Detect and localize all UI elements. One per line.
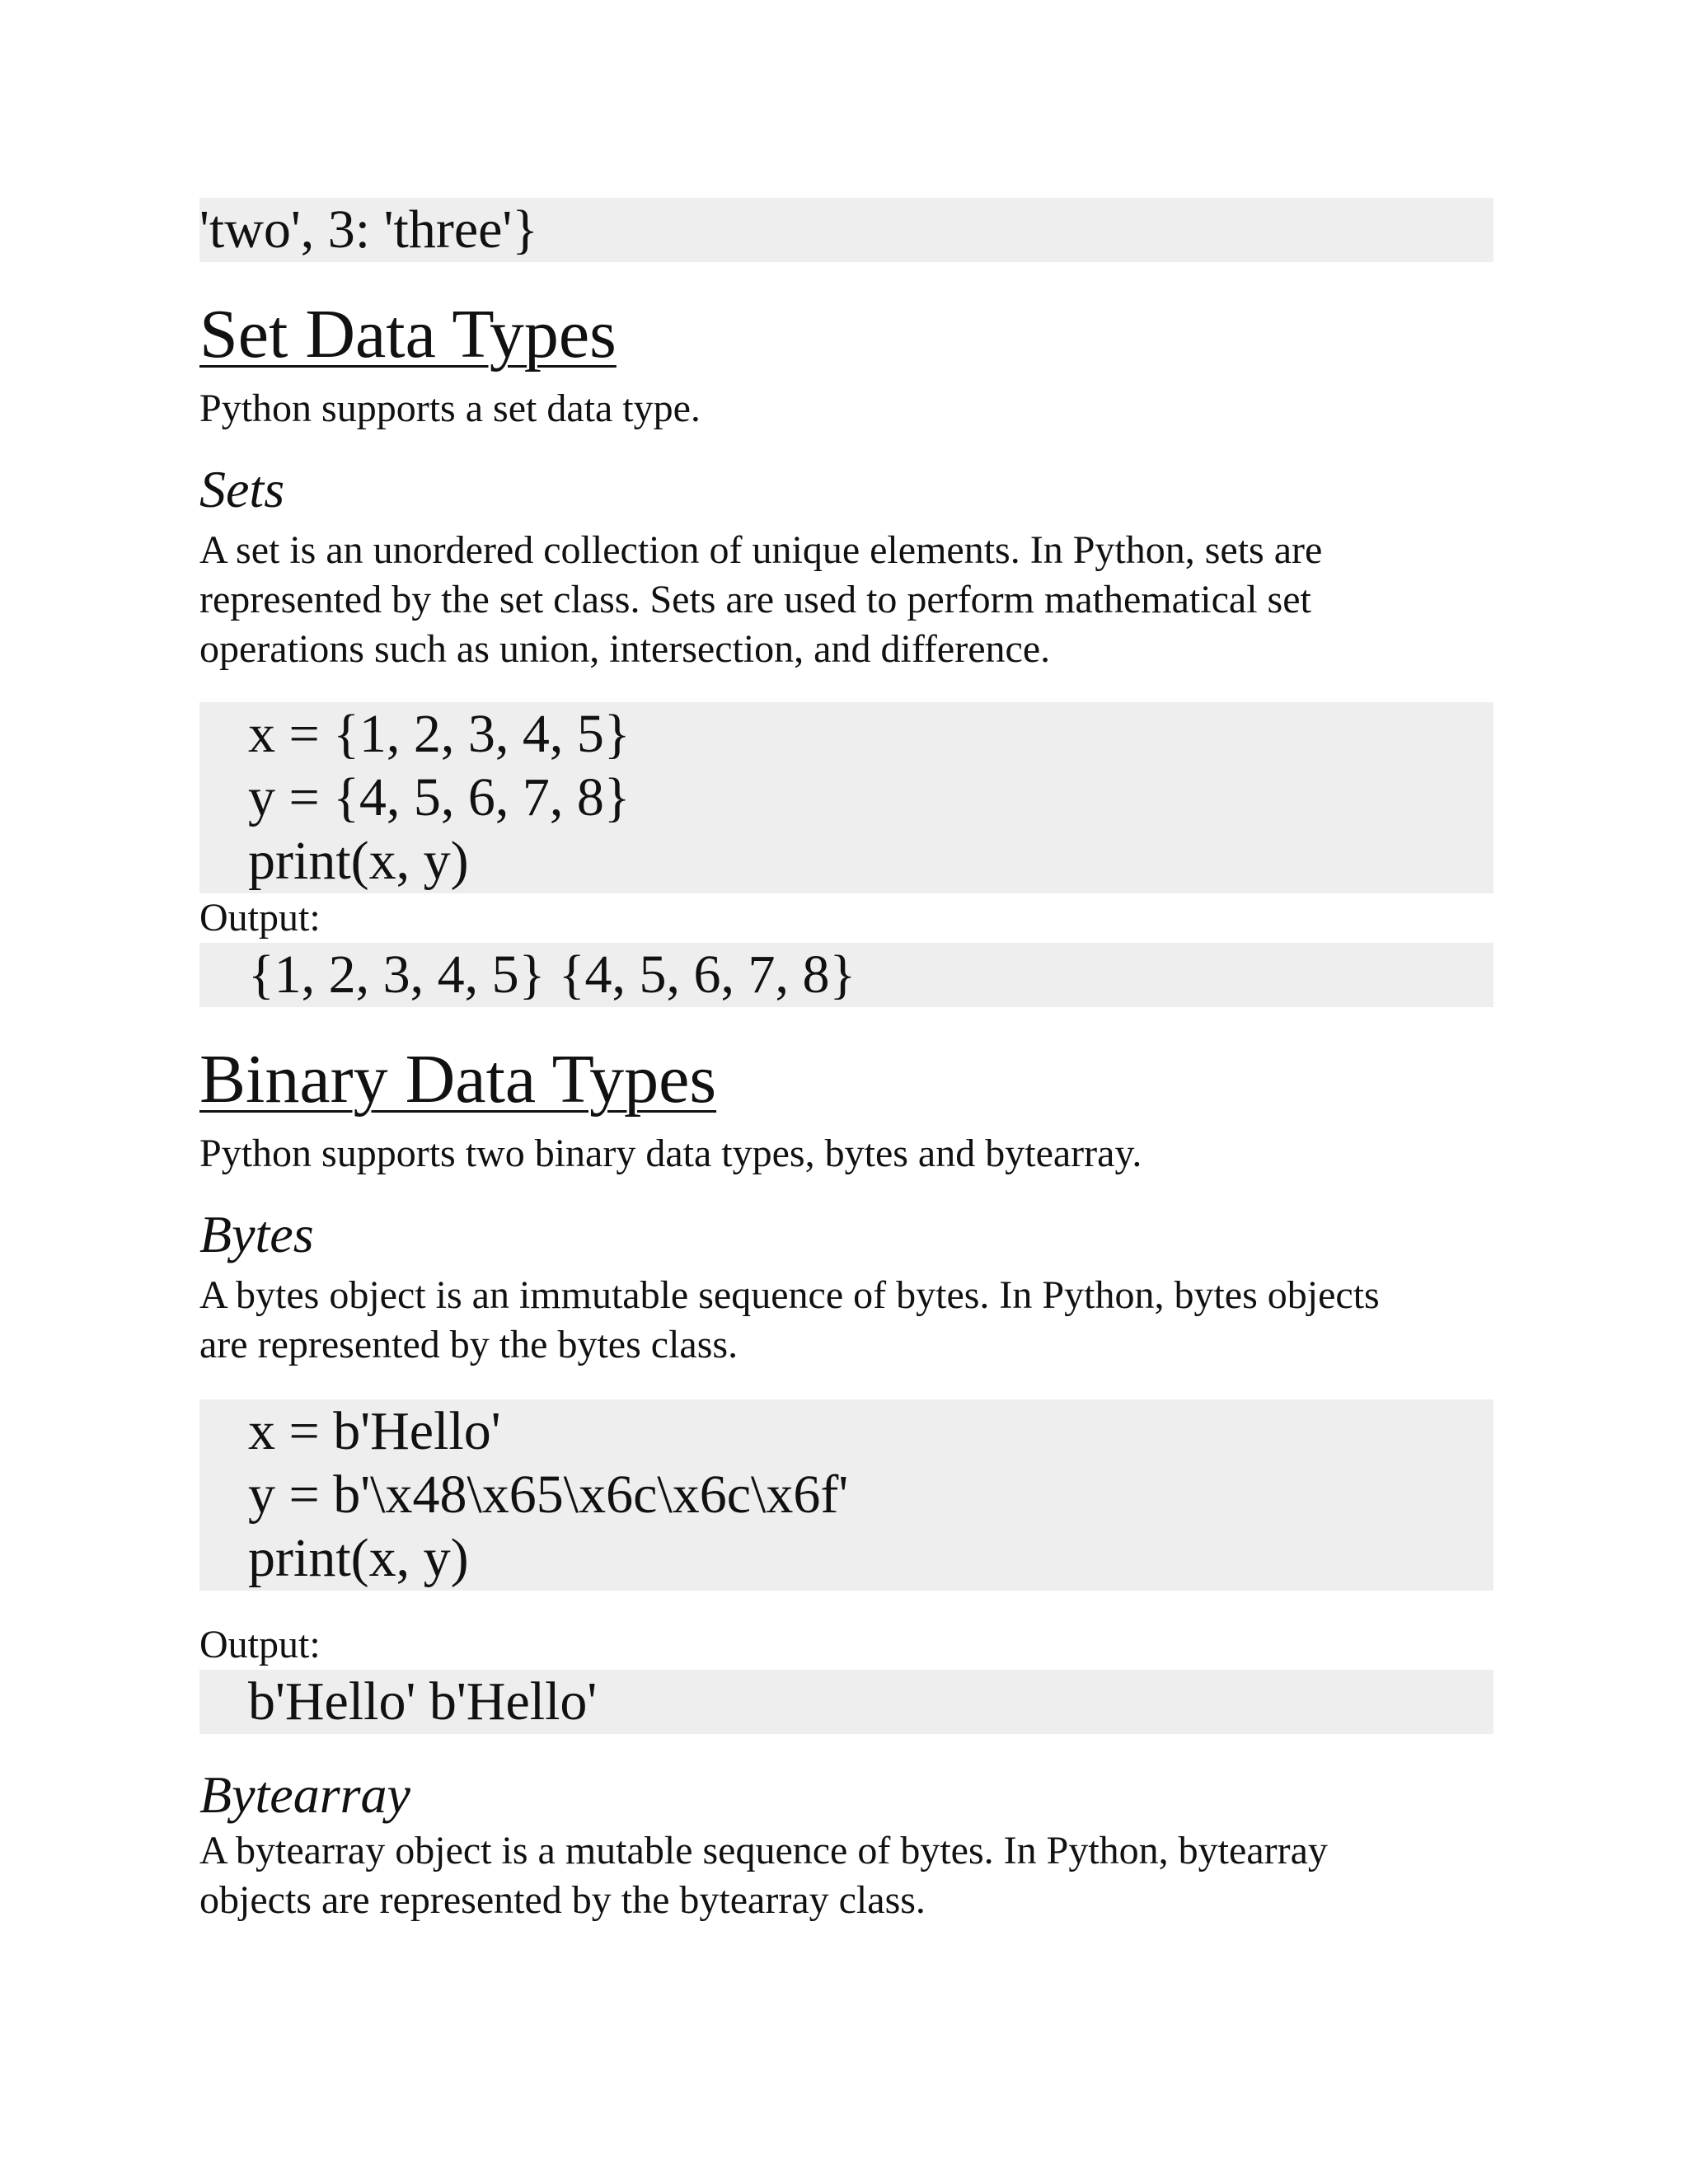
- code-line: print(x, y): [248, 1528, 469, 1588]
- bytes-body-line-2: are represented by the bytes class.: [199, 1323, 738, 1366]
- code-line: 'two', 3: 'three'}: [199, 199, 538, 260]
- output-label: Output:: [199, 896, 321, 940]
- sets-body-line-3: operations such as union, intersection, and difference.: [199, 627, 1051, 671]
- subheading-bytes: Bytes: [199, 1205, 314, 1263]
- sets-body-line-2: represented by the set class. Sets are used to perform mathematical set: [199, 578, 1311, 621]
- bytes-body-line-1: A bytes object is an immutable sequence of bytes. In Python, bytes objects: [199, 1273, 1380, 1317]
- code-line: x = {1, 2, 3, 4, 5}: [248, 704, 631, 764]
- code-line: print(x, y): [248, 831, 469, 891]
- output-block-bytes: [199, 1670, 1493, 1734]
- code-line: y = b'\x48\x65\x6c\x6c\x6f': [248, 1465, 849, 1525]
- code-block-dict-continuation: [199, 198, 1493, 262]
- output-block-sets: [199, 943, 1493, 1007]
- heading-set-data-types: Set Data Types: [199, 296, 617, 373]
- sets-body-line-1: A set is an unordered collection of unique elements. In Python, sets are: [199, 528, 1323, 572]
- bytearray-body-line-1: A bytearray object is a mutable sequence of bytes. In Python, bytearray: [199, 1829, 1328, 1872]
- code-line: b'Hello' b'Hello': [248, 1671, 598, 1732]
- heading-binary-data-types: Binary Data Types: [199, 1041, 717, 1118]
- code-line: x = b'Hello': [248, 1401, 501, 1461]
- code-line: {1, 2, 3, 4, 5} {4, 5, 6, 7, 8}: [248, 944, 856, 1005]
- set-intro-paragraph: Python supports a set data type.: [199, 387, 701, 430]
- subheading-sets: Sets: [199, 460, 285, 518]
- bytearray-body-line-2: objects are represented by the bytearray class.: [199, 1878, 926, 1922]
- subheading-bytearray: Bytearray: [199, 1765, 410, 1824]
- code-line: y = {4, 5, 6, 7, 8}: [248, 767, 631, 827]
- code-block-sets: [199, 702, 1493, 893]
- output-label: Output:: [199, 1623, 321, 1666]
- code-block-bytes: [199, 1399, 1493, 1591]
- binary-intro-paragraph: Python supports two binary data types, bytes and bytearray.: [199, 1132, 1142, 1175]
